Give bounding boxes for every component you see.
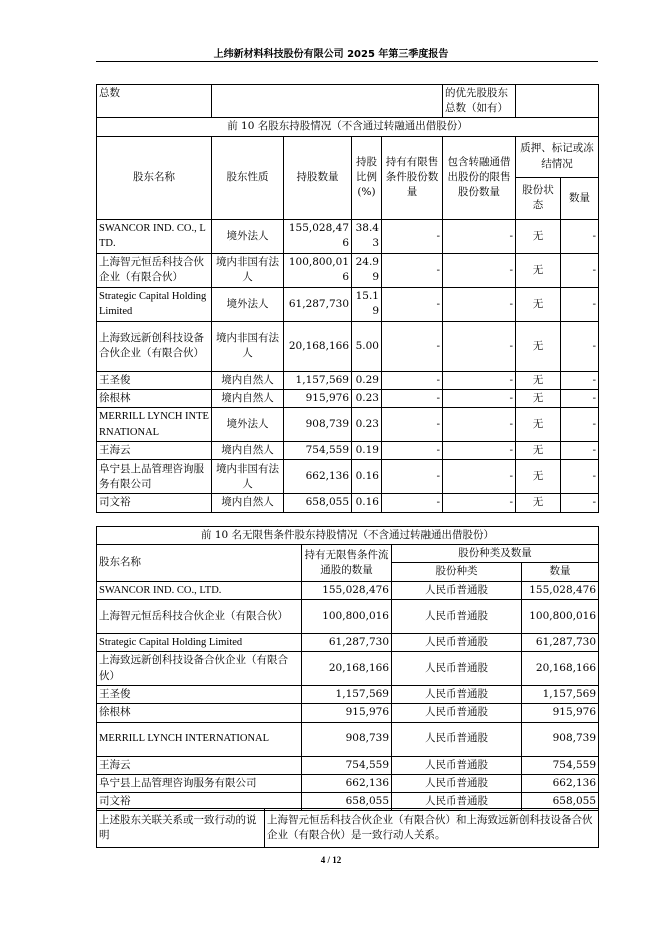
row-pledge-qty: - — [561, 408, 599, 442]
u-row-qty: 100,800,016 — [522, 599, 599, 633]
u-row-type: 人民币普通股 — [392, 756, 522, 774]
row-pledge-qty: - — [561, 389, 599, 407]
row-nature: 境内自然人 — [212, 494, 284, 512]
row-restricted: - — [382, 408, 443, 442]
row-nature: 境外法人 — [212, 219, 284, 253]
table-row — [97, 633, 599, 651]
row-pledge-qty: - — [561, 494, 599, 512]
u-row-count: 61,287,730 — [302, 633, 392, 651]
u-row-type: 人民币普通股 — [392, 581, 522, 599]
u-row-qty: 658,055 — [522, 792, 599, 810]
table-row — [97, 321, 599, 371]
row-name: Strategic Capital Holding Limited — [97, 287, 212, 321]
u-row-qty: 1,157,569 — [522, 686, 599, 704]
u-row-type: 人民币普通股 — [392, 599, 522, 633]
row-name: 司文裕 — [97, 494, 212, 512]
u-row-name: 上海致远新创科技设备合伙企业（有限合伙） — [97, 652, 302, 686]
shareholder-table — [96, 84, 599, 513]
row-nature: 境内非国有法人 — [212, 460, 284, 494]
col-header-ratio: 持股比例(%) — [352, 136, 382, 219]
relation-note-text: 上海智元恒岳科技合伙企业（有限合伙）和上海致远新创科技设备合伙企业（有限合伙）是一致行动人关系。 — [265, 809, 599, 848]
u-row-qty: 754,559 — [522, 756, 599, 774]
u-row-name: 徐根林 — [97, 704, 302, 722]
row-restricted: - — [382, 442, 443, 460]
u-col-header-name: 股东名称 — [97, 545, 302, 581]
u-row-count: 915,976 — [302, 704, 392, 722]
row-name: 阜宁县上品管理咨询服务有限公司 — [97, 460, 212, 494]
row-lending: - — [443, 371, 516, 389]
row-pledge-qty: - — [561, 287, 599, 321]
row-name: 上海致远新创科技设备合伙企业（有限合伙） — [97, 321, 212, 371]
table-row — [97, 219, 599, 253]
table-row — [97, 722, 599, 756]
row-nature: 境内非国有法人 — [212, 321, 284, 371]
row-pledge-status: 无 — [516, 371, 561, 389]
row-lending: - — [443, 287, 516, 321]
u-row-count: 662,136 — [302, 774, 392, 792]
table-row — [97, 389, 599, 407]
pref-holders-label: 的优先股股东总数（如有） — [443, 85, 516, 118]
table-row — [97, 704, 599, 722]
row-nature: 境外法人 — [212, 287, 284, 321]
row-restricted: - — [382, 219, 443, 253]
row-shares: 20,168,166 — [284, 321, 352, 371]
row-ratio: 0.29 — [352, 371, 382, 389]
top10-title: 前 10 名股东持股情况（不含通过转融通出借股份） — [97, 118, 599, 136]
table-row — [97, 652, 599, 686]
row-restricted: - — [382, 371, 443, 389]
row-lending: - — [443, 219, 516, 253]
row-ratio: 0.23 — [352, 408, 382, 442]
row-lending: - — [443, 494, 516, 512]
row-shares: 100,800,016 — [284, 253, 352, 287]
u-row-name: Strategic Capital Holding Limited — [97, 633, 302, 651]
row-restricted: - — [382, 321, 443, 371]
col-header-pledge-status: 股份状态 — [516, 177, 561, 219]
table-row — [97, 287, 599, 321]
u-row-count: 1,157,569 — [302, 686, 392, 704]
u-col-header-type-group: 股份种类及数量 — [392, 545, 599, 563]
row-ratio: 0.23 — [352, 389, 382, 407]
header-divider — [96, 61, 598, 62]
col-header-pledge-qty: 数量 — [561, 177, 599, 219]
row-nature: 境内自然人 — [212, 371, 284, 389]
row-ratio: 0.19 — [352, 442, 382, 460]
row-restricted: - — [382, 389, 443, 407]
row-lending: - — [443, 442, 516, 460]
row-pledge-qty: - — [561, 219, 599, 253]
u-row-type: 人民币普通股 — [392, 774, 522, 792]
relation-note-table — [96, 808, 599, 848]
u-row-name: 司文裕 — [97, 792, 302, 810]
row-ratio: 5.00 — [352, 321, 382, 371]
row-pledge-status: 无 — [516, 494, 561, 512]
total-value — [212, 85, 443, 118]
row-ratio: 24.99 — [352, 253, 382, 287]
row-restricted: - — [382, 460, 443, 494]
row-pledge-qty: - — [561, 442, 599, 460]
row-shares: 908,739 — [284, 408, 352, 442]
table-row — [97, 442, 599, 460]
table-row — [97, 460, 599, 494]
col-header-name: 股东名称 — [97, 136, 212, 219]
row-pledge-status: 无 — [516, 219, 561, 253]
u-row-name: 上海智元恒岳科技合伙企业（有限合伙） — [97, 599, 302, 633]
table-row — [97, 686, 599, 704]
table-row — [97, 599, 599, 633]
row-shares: 754,559 — [284, 442, 352, 460]
relation-note-label: 上述股东关联关系或一致行动的说明 — [97, 809, 265, 848]
u-col-header-type: 股份种类 — [392, 563, 522, 581]
unrestricted-table — [96, 526, 599, 811]
row-pledge-status: 无 — [516, 287, 561, 321]
row-lending: - — [443, 389, 516, 407]
row-name: MERRILL LYNCH INTERNATIONAL — [97, 408, 212, 442]
table-row — [97, 774, 599, 792]
col-header-lending: 包含转融通借出股份的限售股份数量 — [443, 136, 516, 219]
row-pledge-qty: - — [561, 460, 599, 494]
u-row-type: 人民币普通股 — [392, 633, 522, 651]
row-pledge-status: 无 — [516, 442, 561, 460]
u-row-count: 20,168,166 — [302, 652, 392, 686]
row-pledge-status: 无 — [516, 408, 561, 442]
row-name: 徐根林 — [97, 389, 212, 407]
row-pledge-status: 无 — [516, 253, 561, 287]
report-header: 上纬新材料科技股份有限公司 2025 年第三季度报告 — [213, 49, 449, 60]
u-row-count: 908,739 — [302, 722, 392, 756]
col-header-restricted: 持有有限售条件股份数量 — [382, 136, 443, 219]
u-row-name: 阜宁县上品管理咨询服务有限公司 — [97, 774, 302, 792]
row-pledge-qty: - — [561, 253, 599, 287]
row-shares: 658,055 — [284, 494, 352, 512]
u-row-type: 人民币普通股 — [392, 704, 522, 722]
u-row-name: MERRILL LYNCH INTERNATIONAL — [97, 722, 302, 756]
row-nature: 境内自然人 — [212, 442, 284, 460]
row-ratio: 0.16 — [352, 494, 382, 512]
row-restricted: - — [382, 253, 443, 287]
u-row-qty: 662,136 — [522, 774, 599, 792]
unrestricted-title: 前 10 名无限售条件股东持股情况（不含通过转融通出借股份） — [97, 527, 599, 545]
table-row — [97, 371, 599, 389]
page-number: 4 / 12 — [320, 855, 342, 865]
u-row-type: 人民币普通股 — [392, 652, 522, 686]
col-header-nature: 股东性质 — [212, 136, 284, 219]
col-header-shares: 持股数量 — [284, 136, 352, 219]
u-row-type: 人民币普通股 — [392, 686, 522, 704]
u-row-name: SWANCOR IND. CO., LTD. — [97, 581, 302, 599]
u-col-header-count: 持有无限售条件流通股的数量 — [302, 545, 392, 581]
row-shares: 1,157,569 — [284, 371, 352, 389]
pref-holders-value — [516, 85, 599, 118]
u-row-count: 155,028,476 — [302, 581, 392, 599]
u-row-type: 人民币普通股 — [392, 792, 522, 810]
row-name: SWANCOR IND. CO., LTD. — [97, 219, 212, 253]
table-row — [97, 494, 599, 512]
u-row-qty: 915,976 — [522, 704, 599, 722]
row-shares: 662,136 — [284, 460, 352, 494]
row-shares: 915,976 — [284, 389, 352, 407]
table-row — [97, 756, 599, 774]
row-name: 王海云 — [97, 442, 212, 460]
u-row-type: 人民币普通股 — [392, 722, 522, 756]
row-shares: 61,287,730 — [284, 287, 352, 321]
u-row-count: 754,559 — [302, 756, 392, 774]
u-row-count: 658,055 — [302, 792, 392, 810]
table-row — [97, 581, 599, 599]
row-pledge-qty: - — [561, 321, 599, 371]
row-name: 上海智元恒岳科技合伙企业（有限合伙） — [97, 253, 212, 287]
row-shares: 155,028,476 — [284, 219, 352, 253]
u-row-name: 王圣俊 — [97, 686, 302, 704]
row-pledge-status: 无 — [516, 389, 561, 407]
row-lending: - — [443, 408, 516, 442]
row-nature: 境内非国有法人 — [212, 253, 284, 287]
u-row-count: 100,800,016 — [302, 599, 392, 633]
row-name: 王圣俊 — [97, 371, 212, 389]
table-row — [97, 253, 599, 287]
col-header-pledge: 质押、标记或冻结情况 — [516, 136, 599, 177]
total-label: 总数 — [97, 85, 212, 118]
u-row-qty: 20,168,166 — [522, 652, 599, 686]
row-lending: - — [443, 321, 516, 371]
table-row — [97, 408, 599, 442]
u-row-qty: 61,287,730 — [522, 633, 599, 651]
row-pledge-status: 无 — [516, 460, 561, 494]
row-pledge-qty: - — [561, 371, 599, 389]
row-ratio: 38.43 — [352, 219, 382, 253]
u-row-name: 王海云 — [97, 756, 302, 774]
row-restricted: - — [382, 494, 443, 512]
row-lending: - — [443, 460, 516, 494]
row-restricted: - — [382, 287, 443, 321]
row-ratio: 15.19 — [352, 287, 382, 321]
row-pledge-status: 无 — [516, 321, 561, 371]
u-row-qty: 908,739 — [522, 722, 599, 756]
u-col-header-qty: 数量 — [522, 563, 599, 581]
row-lending: - — [443, 253, 516, 287]
row-ratio: 0.16 — [352, 460, 382, 494]
u-row-qty: 155,028,476 — [522, 581, 599, 599]
row-nature: 境内自然人 — [212, 389, 284, 407]
row-nature: 境外法人 — [212, 408, 284, 442]
